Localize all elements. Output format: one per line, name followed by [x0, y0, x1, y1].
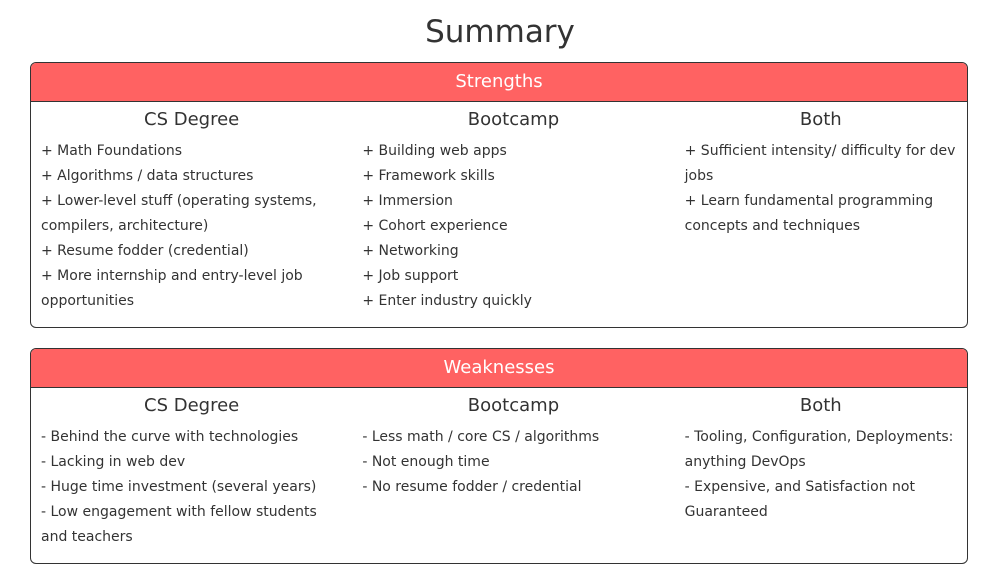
list-item: + Job support	[362, 268, 459, 284]
list-item: + Math Foundations	[41, 143, 183, 159]
list-item: + Learn fundamental programming concepts and techniques	[684, 193, 934, 234]
list-item: + Building web apps	[362, 143, 507, 159]
strengths-panel	[30, 62, 968, 328]
list-item: - Lacking in web dev	[41, 454, 186, 470]
list-item: + Resume fodder (credential)	[41, 243, 249, 259]
list-item: + Immersion	[362, 193, 453, 209]
strengths-columns	[31, 102, 967, 314]
strengths-bootcamp-list	[362, 139, 664, 314]
list-item: - Expensive, and Satisfaction not Guaranteed	[684, 479, 915, 520]
column-title-cs-degree: CS Degree	[144, 395, 240, 416]
column-title-cs-degree: CS Degree	[144, 109, 240, 130]
strengths-header: Strengths	[31, 63, 967, 102]
list-item: + Framework skills	[362, 168, 495, 184]
weaknesses-bootcamp-list	[362, 425, 664, 500]
strengths-both-list	[685, 139, 957, 239]
column-title-bootcamp: Bootcamp	[467, 109, 560, 130]
weaknesses-both-list	[685, 425, 957, 525]
list-item: + Cohort experience	[362, 218, 508, 234]
strengths-both-column	[685, 102, 957, 314]
weaknesses-cs-degree-column	[41, 388, 362, 550]
weaknesses-cs-degree-list	[41, 425, 342, 550]
strengths-cs-degree-list	[41, 139, 342, 314]
list-item: + Lower-level stuff (operating systems, compilers, architecture)	[41, 193, 317, 234]
list-item: + Algorithms / data structures	[41, 168, 254, 184]
strengths-bootcamp-column	[362, 102, 684, 314]
list-item: - No resume fodder / credential	[362, 479, 582, 495]
weaknesses-both-column	[685, 388, 957, 550]
list-item: - Low engagement with fellow students and teachers	[41, 504, 317, 545]
list-item: - Huge time investment (several years)	[41, 479, 317, 495]
weaknesses-bootcamp-column	[362, 388, 684, 550]
list-item: - Behind the curve with technologies	[41, 429, 299, 445]
list-item: + Enter industry quickly	[362, 293, 532, 309]
page-title: Summary	[425, 14, 575, 50]
list-item: - Tooling, Configuration, Deployments: anything DevOps	[684, 429, 954, 470]
column-title-both: Both	[799, 395, 842, 416]
weaknesses-panel	[30, 348, 968, 564]
list-item: - Less math / core CS / algorithms	[362, 429, 600, 445]
list-item: + More internship and entry-level job opportunities	[41, 268, 303, 309]
list-item: + Sufficient intensity/ difficulty for dev jobs	[684, 143, 956, 184]
weaknesses-columns	[31, 388, 967, 550]
weaknesses-header: Weaknesses	[31, 349, 967, 388]
list-item: - Not enough time	[362, 454, 490, 470]
column-title-both: Both	[799, 109, 842, 130]
strengths-cs-degree-column	[41, 102, 362, 314]
list-item: + Networking	[362, 243, 459, 259]
column-title-bootcamp: Bootcamp	[467, 395, 560, 416]
